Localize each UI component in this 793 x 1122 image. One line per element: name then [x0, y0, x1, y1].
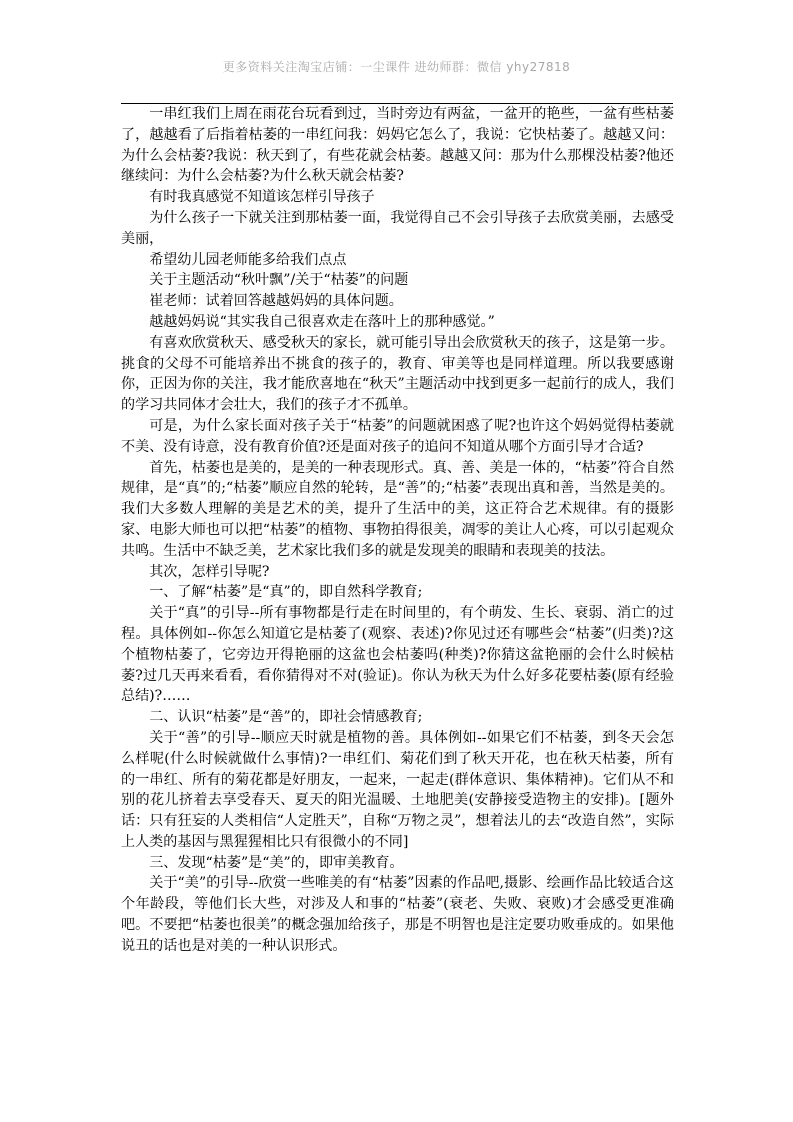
paragraph: 关于主题活动“秋叶飘”/关于“枯萎”的问题: [149, 272, 409, 289]
paragraph: 一串红我们上周在雨花台玩看到过，当时旁边有两盆，一盆开的艳些，一盆有些枯萎了，越越看了后指着枯萎的一串红问我：妈妈它怎么了，我说：它快枯萎了。越越又问：为什么会枯萎?我说：秋天到了，有些花就会枯萎。越越又问：那为什么那棵没枯萎?他还继续问：为什么会枯萎?为什么秋天就会枯萎?: [121, 106, 674, 185]
paragraph: 有时我真感觉不知道该怎样引导孩子: [149, 189, 375, 206]
paragraph: 崔老师：试着回答越越妈妈的具体问题。: [149, 293, 403, 310]
paragraph: 二、认识“枯萎”是“善”的，即社会情感教育;: [149, 709, 423, 726]
paragraph: 有喜欢欣赏秋天、感受秋天的家长，就可能引导出会欣赏秋天的孩子，这是第一步。挑食的父母不可能培养出不挑食的孩子的，教育、审美等也是同样道理。所以我要感谢你，正因为你的关注，我才能欣喜地在“秋天”主题活动中找到更多一起前行的成人，我们的学习共同体才会壮大，我们的孩子才不孤单。: [121, 334, 674, 414]
paragraph: 可是，为什么家长面对孩子关于“枯萎”的问题就困惑了呢?也许这个妈妈觉得枯萎就不美、没有诗意，没有教育价值?还是面对孩子的追问不知道从哪个方面引导才合适?: [121, 417, 674, 455]
paragraph: 一、了解“枯萎”是“真”的，即自然科学教育;: [149, 584, 423, 601]
paragraph: 关于“善”的引导--顺应天时就是植物的善。具体例如--如果它们不枯萎，到冬天会怎么样呢(什么时候就做什么事情)?一串红们、菊花们到了秋天开花，也在秋天枯萎，所有的一串红、所有的菊花都是好朋友，一起来，一起走(群体意识、集体精神)。它们从不和别的花儿挤着去享受春天、夏天的阳光温暖、土地肥美(安静接受造物主的安排)。[题外话：只有狂妄的人类相信“人定胜天”，自称“万物之灵”，想着法儿的去“改造自然”，实际上人类的基因与黑猩猩相比只有很微小的不同]: [121, 729, 674, 850]
page-header-watermark: 更多资料关注淘宝店铺：一尘课件 进幼师群：微信 yhy27818: [222, 60, 571, 74]
paragraph: 其次，怎样引导呢?: [149, 563, 270, 580]
document-body: [121, 104, 674, 957]
paragraph: 关于“真”的引导--所有事物都是行走在时间里的，有个萌发、生长、衰弱、消亡的过程。具体例如--你怎么知道它是枯萎了(观察、表述)?你见过还有哪些会“枯萎”(归类)?这个植物枯萎了，它旁边开得艳丽的这盆也会枯萎吗(种类)?你猜这盆艳丽的会什么时候枯萎?过几天再来看看，看你猜得对不对(验证)。你认为秋天为什么好多花要枯萎(原有经验总结)?……: [121, 605, 674, 705]
paragraph: 三、发现“枯萎”是“美”的，即审美教育。: [149, 854, 404, 871]
paragraph: 希望幼儿园老师能多给我们点点: [149, 251, 347, 268]
paragraph: 关于“美”的引导--欣赏一些唯美的有“枯萎”因素的作品吧,摄影、绘画作品比较适合这个年龄段，等他们长大些，对涉及人和事的“枯萎”(衰老、失败、衰败)才会感受更准确吧。不要把“枯萎也很美”的概念强加给孩子，那是不明智也是注定要功败垂成的。如果他说丑的话也是对美的一种认识形式。: [121, 875, 674, 954]
paragraph: 首先，枯萎也是美的，是美的一种表现形式。真、善、美是一体的，“枯萎”符合自然规律，是“真”的;“枯萎”顺应自然的轮转，是“善”的;“枯萎”表现出真和善，当然是美的。我们大多数人理解的美是艺术的美，提升了生活中的美，这正符合艺术规律。有的摄影家、电影大师也可以把“枯萎”的植物、事物拍得很美，凋零的美让人心疼，可以引起观众共鸣。生活中不缺乏美，艺术家比我们多的就是发现美的眼睛和表现美的技法。: [121, 459, 674, 559]
paragraph: 为什么孩子一下就关注到那枯萎一面，我觉得自己不会引导孩子去欣赏美丽，去感受美丽，: [121, 209, 674, 247]
paragraph: 越越妈妈说“其实我自己很喜欢走在落叶上的那种感觉。”: [149, 313, 495, 330]
